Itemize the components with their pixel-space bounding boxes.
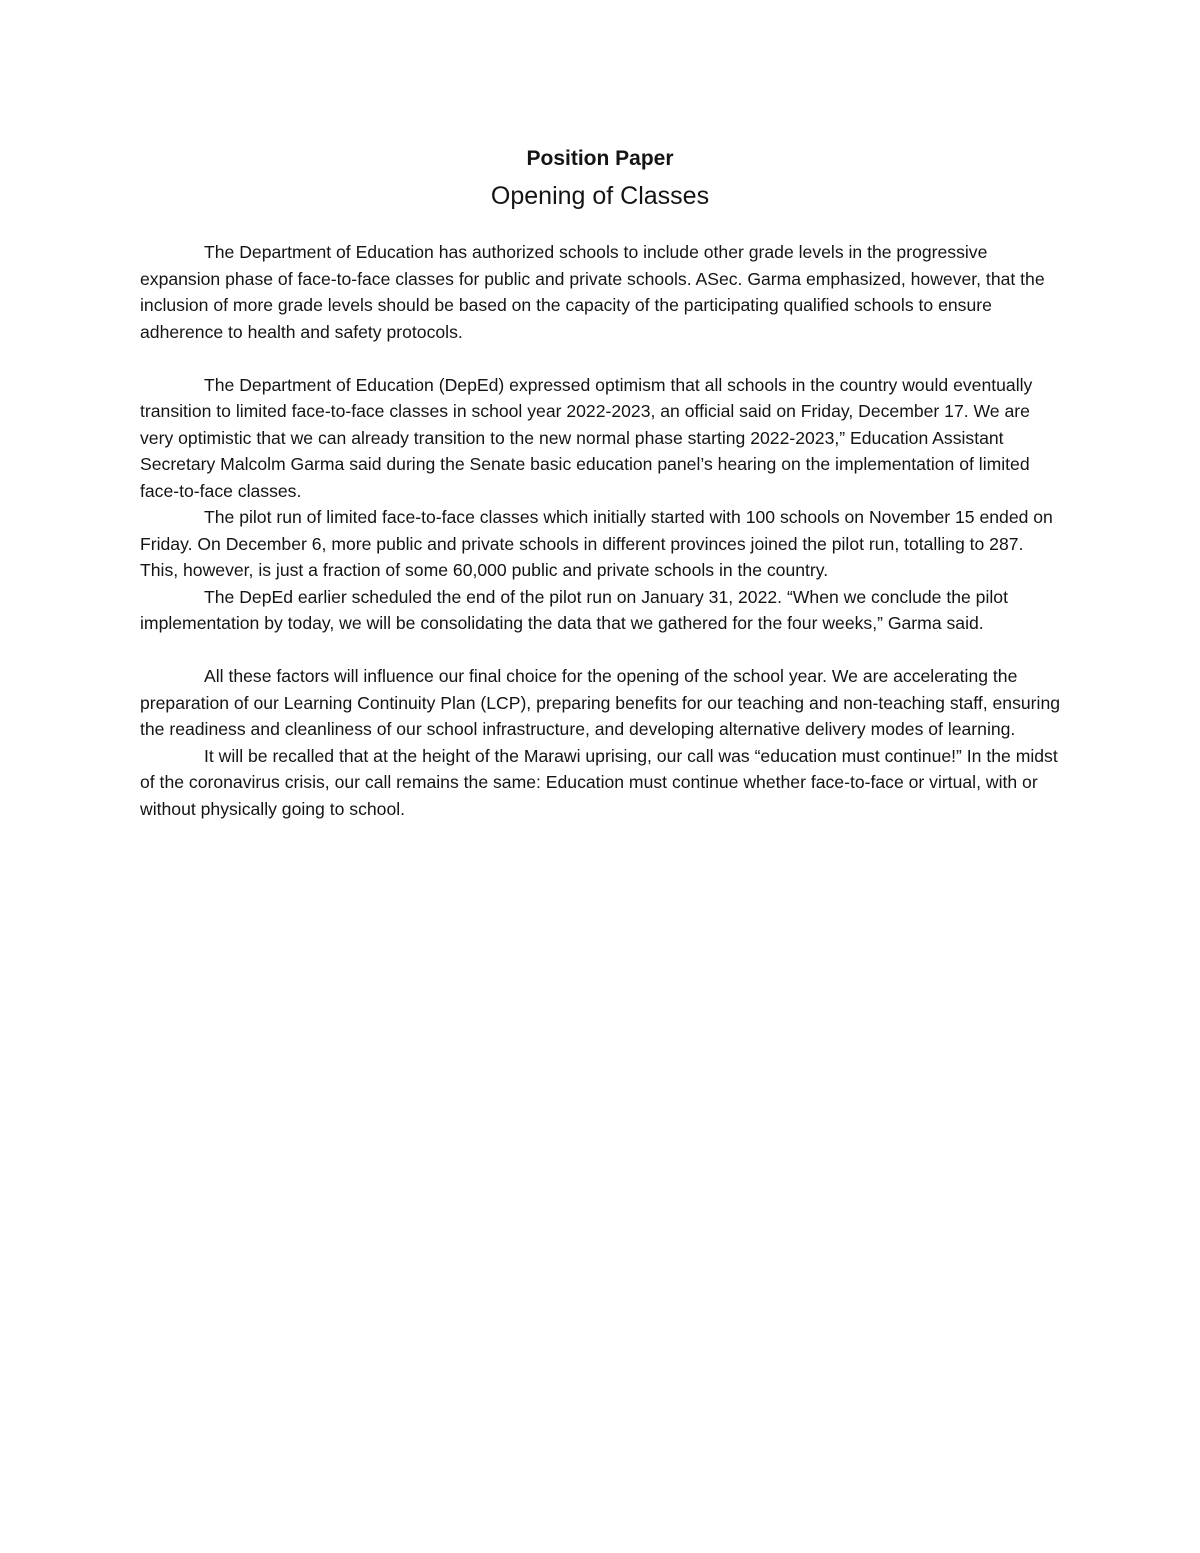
document-subtitle: Opening of Classes — [490, 182, 710, 210]
paragraph-optimism: The Department of Education (DepEd) expressed optimism that all schools in the country would eventually transition to limited face-to-face classes in school year 2022-2023, an official said on Friday, December 17. We are very optimistic that we can already transition to the new normal phase starting 2022-2023,” Education Assistant Secretary Malcolm Garma said during the Senate basic education panel’s hearing on the implementation of limited face-to-face classes. — [140, 374, 1033, 501]
paragraph-factors: All these factors will influence our final choice for the opening of the school year. We are accelerating the preparation of our Learning Continuity Plan (LCP), preparing benefits for our teaching and non-teaching staff, ensuring the readiness and cleanliness of our school infrastructure, and developing alternative delivery modes of learning. — [140, 666, 1061, 739]
document-title: Position Paper — [526, 147, 674, 170]
paragraph-pilot-run: The pilot run of limited face-to-face classes which initially started with 100 schools on November 15 ended on Friday. On December 6, more public and private schools in different provinces joined the pilot run, totalling to 287. This, however, is just a fraction of some 60,000 public and private schools in the country. — [140, 507, 1053, 580]
paragraph-authorization: The Department of Education has authorized schools to include other grade levels in the progressive expansion phase of face-to-face classes for public and private schools. ASec. Garma emphasized, however, that the inclusion of more grade levels should be based on the capacity of the participating qualified schools to ensure adherence to health and safety protocols. — [140, 242, 1045, 342]
paragraph-education-must-continue: It will be recalled that at the height of the Marawi uprising, our call was “education must continue!” In the midst of the coronavirus crisis, our call remains the same: Education must continue whether face-to-face or virtual, with or without physically going to school. — [140, 745, 1058, 819]
paragraph-pilot-end: The DepEd earlier scheduled the end of the pilot run on January 31, 2022. “When we conclude the pilot implementation by today, we will be consolidating the data that we gathered for the four weeks,” Garma said. — [140, 586, 1008, 633]
document-body — [140, 239, 1060, 822]
